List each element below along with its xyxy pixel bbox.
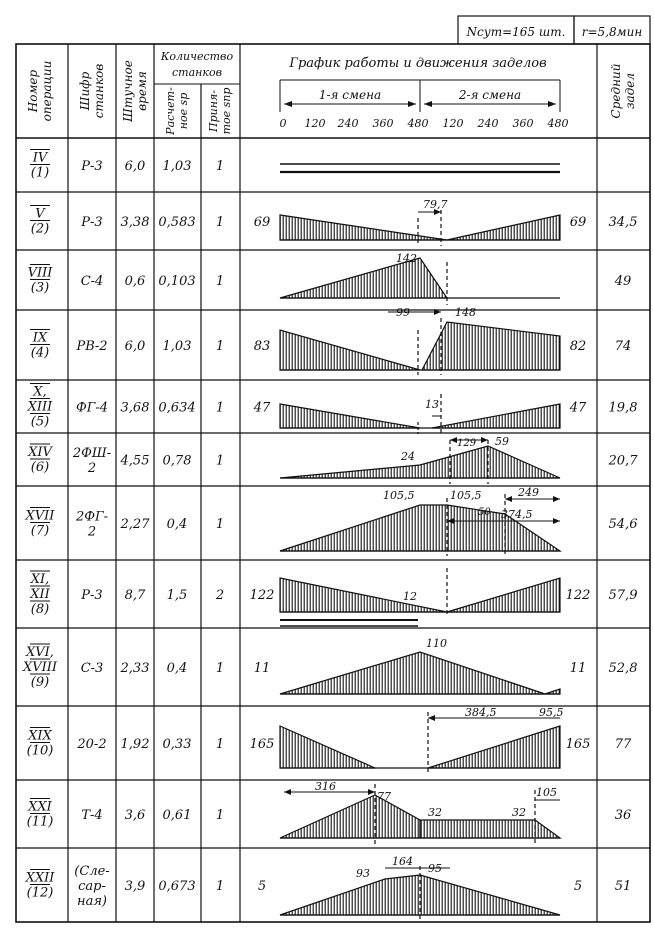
operation-number: (3) bbox=[30, 280, 50, 296]
average-backlog: 20,7 bbox=[608, 453, 638, 469]
piece-time: 4,55 bbox=[120, 453, 150, 469]
calc-machines: 1,03 bbox=[162, 339, 192, 354]
col-avg-label-1: Средний bbox=[609, 63, 623, 119]
accepted-machines: 1 bbox=[215, 737, 225, 752]
col-op-label-2: операции bbox=[40, 60, 54, 122]
accepted-machines: 1 bbox=[215, 400, 225, 416]
calc-machines: 0,673 bbox=[158, 879, 196, 894]
annotation: 93 bbox=[356, 867, 370, 880]
piece-time: 3,38 bbox=[120, 215, 150, 230]
end-backlog: 47 bbox=[569, 400, 587, 416]
machine-code: С-3 bbox=[80, 661, 104, 676]
annotation: 164 bbox=[392, 855, 413, 868]
start-backlog: 83 bbox=[253, 339, 271, 354]
annotation: 95,5 bbox=[539, 706, 564, 719]
time-tick-label: 0 bbox=[279, 117, 287, 130]
piece-time: 6,0 bbox=[124, 159, 146, 174]
machine-code: Р-3 bbox=[81, 215, 103, 230]
table-row bbox=[16, 644, 650, 706]
time-axis-ticks bbox=[280, 117, 569, 130]
annotation: 110 bbox=[426, 637, 447, 650]
operation-number: (9) bbox=[30, 675, 50, 690]
machine-code: С-4 bbox=[80, 274, 104, 289]
accepted-machines: 1 bbox=[215, 274, 225, 289]
annotation: 374,5 bbox=[501, 508, 533, 521]
annotation: 50 bbox=[478, 507, 491, 518]
piece-time: 3,9 bbox=[124, 879, 146, 894]
average-backlog: 57,9 bbox=[608, 588, 638, 603]
calc-machines: 1,03 bbox=[162, 159, 192, 174]
time-tick-label: 360 bbox=[512, 117, 534, 130]
annotation: 129 bbox=[457, 438, 477, 449]
start-backlog: 47 bbox=[253, 400, 271, 416]
annotation: 12 bbox=[403, 590, 417, 603]
operation-number: XII bbox=[30, 587, 50, 602]
accepted-machines: 2 bbox=[215, 588, 225, 603]
calc-machines: 0,634 bbox=[158, 400, 196, 416]
end-backlog: 165 bbox=[565, 737, 591, 752]
machine-code: Р-3 bbox=[81, 588, 103, 603]
time-tick-label: 240 bbox=[477, 117, 499, 130]
col-acc-label-1: Приня- bbox=[207, 90, 220, 132]
accepted-machines: 1 bbox=[215, 661, 225, 676]
shift-2-label: 2-я смена bbox=[458, 88, 522, 102]
operation-number: XIX bbox=[28, 728, 52, 744]
average-backlog: 36 bbox=[614, 808, 632, 823]
time-tick-label: 360 bbox=[372, 117, 394, 130]
top-info-boxes bbox=[458, 16, 650, 44]
annotation: 148 bbox=[455, 306, 476, 319]
calc-machines: 0,4 bbox=[166, 661, 188, 676]
operation-number: XXII bbox=[25, 870, 55, 886]
machine-code: 2 bbox=[87, 524, 97, 540]
average-backlog: 51 bbox=[614, 879, 632, 894]
machine-code: РВ-2 bbox=[76, 339, 108, 354]
operation-number: X, bbox=[33, 384, 47, 400]
table-row bbox=[16, 444, 650, 486]
col-count-label-1: Количество bbox=[160, 50, 234, 63]
accepted-machines: 1 bbox=[215, 159, 225, 174]
annotation: 142 bbox=[396, 252, 417, 265]
takt-label: r=5,8мин bbox=[581, 25, 643, 39]
operation-number: XVI, bbox=[26, 645, 54, 660]
time-tick-label: 240 bbox=[337, 117, 359, 130]
start-backlog: 122 bbox=[249, 588, 275, 603]
calc-machines: 0,103 bbox=[158, 274, 196, 289]
col-time-label-2: время bbox=[135, 71, 149, 111]
annotation: 99 bbox=[396, 306, 410, 319]
operation-number: IX bbox=[32, 330, 48, 346]
accepted-machines: 1 bbox=[215, 215, 225, 230]
operation-number: (4) bbox=[30, 345, 50, 361]
col-calc-label-2: ное sр bbox=[177, 92, 190, 130]
operation-number: XVII bbox=[25, 508, 55, 524]
calc-machines: 0,33 bbox=[162, 737, 192, 752]
end-backlog: 11 bbox=[569, 661, 587, 676]
operation-number: XXI bbox=[28, 799, 52, 815]
col-acc-label-2: тое sпр bbox=[220, 87, 233, 135]
start-backlog: 11 bbox=[253, 661, 271, 676]
col-code-label-1: Шифр bbox=[78, 71, 92, 111]
operation-number: (10) bbox=[26, 743, 54, 759]
accepted-machines: 1 bbox=[215, 517, 225, 532]
machine-code: Т-4 bbox=[81, 808, 103, 823]
accepted-machines: 1 bbox=[215, 879, 225, 894]
operation-number: (6) bbox=[30, 460, 50, 475]
annotation: 105,5 bbox=[383, 489, 415, 502]
annotation: 105,5 bbox=[450, 489, 482, 502]
piece-time: 3,6 bbox=[124, 808, 146, 823]
average-backlog: 34,5 bbox=[608, 215, 638, 230]
operation-number: XIII bbox=[27, 399, 53, 415]
accepted-machines: 1 bbox=[215, 339, 225, 354]
machine-code: 2 bbox=[87, 461, 97, 476]
operation-number: XI, bbox=[30, 572, 50, 587]
calc-machines: 0,61 bbox=[162, 808, 192, 823]
time-tick-label: 120 bbox=[304, 117, 326, 130]
operation-number: (11) bbox=[26, 814, 54, 830]
machine-code: 20-2 bbox=[77, 737, 107, 752]
daily-output-label: Nсут=165 шт. bbox=[466, 25, 566, 39]
machine-code: Р-3 bbox=[81, 159, 103, 174]
operation-number: (12) bbox=[26, 885, 54, 901]
end-backlog: 69 bbox=[569, 215, 587, 230]
end-backlog: 82 bbox=[569, 339, 587, 354]
average-backlog: 54,6 bbox=[608, 517, 638, 532]
machine-code: ФГ-4 bbox=[75, 400, 109, 416]
end-backlog: 122 bbox=[565, 588, 591, 603]
annotation: 105 bbox=[536, 786, 557, 799]
operation-number: (7) bbox=[30, 523, 50, 539]
operation-number: VIII bbox=[27, 265, 53, 281]
average-backlog: 52,8 bbox=[608, 661, 638, 676]
machine-code: сар- bbox=[78, 879, 106, 894]
annotation: 79,7 bbox=[423, 198, 448, 211]
machine-code: (Сле- bbox=[74, 864, 110, 879]
annotation: 316 bbox=[315, 780, 336, 793]
calc-machines: 0,4 bbox=[166, 517, 188, 532]
annotation: 95 bbox=[428, 862, 442, 875]
piece-time: 2,33 bbox=[120, 661, 150, 676]
average-backlog: 19,8 bbox=[608, 400, 638, 416]
table-header bbox=[26, 50, 637, 136]
average-backlog: 49 bbox=[614, 274, 632, 289]
time-tick-label: 120 bbox=[442, 117, 464, 130]
piece-time: 1,92 bbox=[120, 737, 150, 752]
piece-time: 0,6 bbox=[124, 274, 146, 289]
accepted-machines: 1 bbox=[215, 808, 225, 823]
accepted-machines: 1 bbox=[215, 453, 225, 469]
machine-code: 2ФШ- bbox=[72, 446, 112, 461]
operation-number: (5) bbox=[30, 414, 50, 430]
operation-number: V bbox=[35, 206, 45, 222]
end-backlog: 5 bbox=[573, 879, 583, 894]
piece-time: 8,7 bbox=[124, 588, 146, 603]
piece-time: 3,68 bbox=[120, 400, 150, 416]
operation-number: XVIII bbox=[22, 660, 58, 675]
calc-machines: 0,78 bbox=[162, 453, 192, 469]
operation-number: (8) bbox=[30, 602, 50, 617]
machine-code: ная) bbox=[77, 894, 107, 909]
annotation: 77 bbox=[377, 790, 391, 803]
calc-machines: 0,583 bbox=[158, 215, 196, 230]
piece-time: 6,0 bbox=[124, 339, 146, 354]
annotation: 24 bbox=[401, 450, 415, 463]
operation-number: XIV bbox=[28, 445, 52, 460]
table-row bbox=[16, 150, 650, 193]
operation-number: (2) bbox=[30, 221, 50, 237]
col-count-label-2: станков bbox=[172, 66, 222, 79]
annotation: 59 bbox=[495, 435, 509, 448]
col-op-label-1: Номер bbox=[26, 69, 40, 113]
col-calc-label-1: Расчет- bbox=[164, 87, 177, 135]
start-backlog: 165 bbox=[249, 737, 275, 752]
start-backlog: 5 bbox=[257, 879, 267, 894]
average-backlog: 77 bbox=[614, 737, 632, 752]
annotation: 249 bbox=[518, 486, 539, 499]
calc-machines: 1,5 bbox=[166, 588, 188, 603]
start-backlog: 69 bbox=[253, 215, 271, 230]
annotation: 32 bbox=[512, 806, 526, 819]
chart-title: График работы и движения заделов bbox=[289, 56, 547, 71]
operation-number: (1) bbox=[30, 165, 50, 181]
operation-number: IV bbox=[32, 150, 48, 166]
col-code-label-2: станков bbox=[92, 63, 106, 119]
annotation: 384,5 bbox=[465, 706, 497, 719]
time-tick-label: 480 bbox=[547, 117, 569, 130]
time-tick-label: 480 bbox=[407, 117, 429, 130]
annotation: 13 bbox=[425, 398, 439, 411]
annotation: 32 bbox=[428, 806, 442, 819]
col-avg-label-2: задел bbox=[623, 72, 637, 110]
average-backlog: 74 bbox=[614, 339, 632, 354]
piece-time: 2,27 bbox=[120, 517, 150, 532]
machine-code: 2ФГ- bbox=[75, 509, 109, 525]
col-time-label-1: Штучное bbox=[121, 60, 135, 122]
shift-1-label: 1-я смена bbox=[318, 88, 382, 102]
